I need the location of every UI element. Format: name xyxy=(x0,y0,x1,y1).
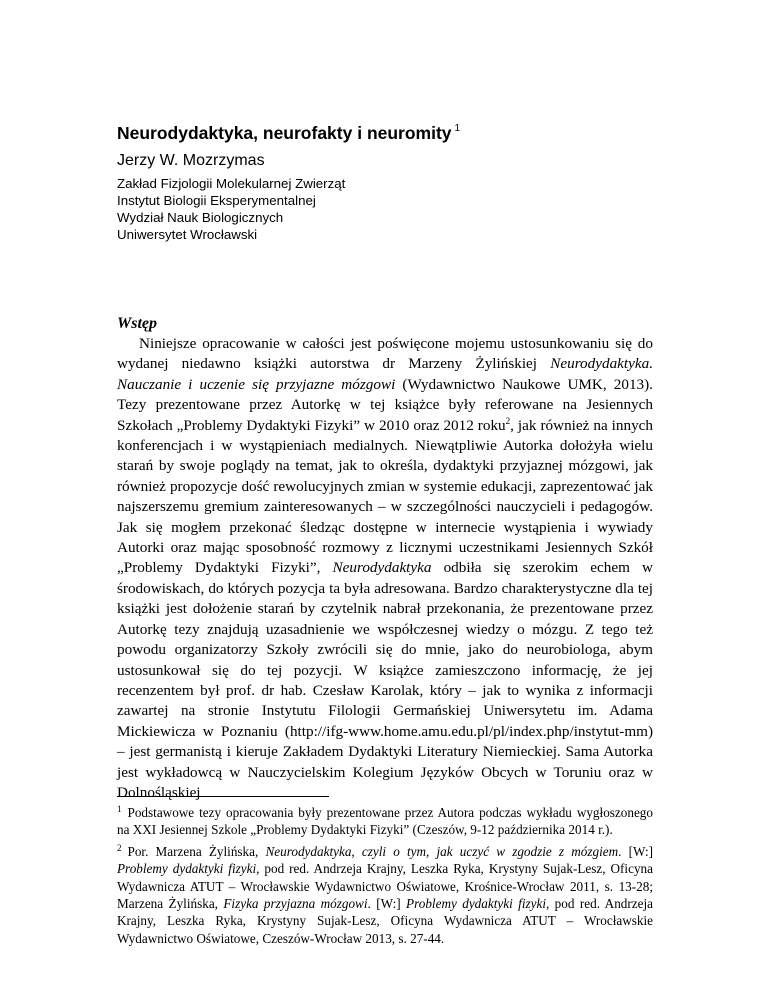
italic-text: Problemy dydaktyki fizyki xyxy=(406,896,546,912)
text-run: , jak również na innych konferencjach i w wystąpieniach medialnych. Niewątpliwie Autorka dołożyła wielu starań by swoje poglądy na temat, jak to określa, dydaktyki przyjaznej mózgowi, jak również propozycje dość rewolucyjnych zmian w systemie edukacji, zaprezentować jak najszerszemu gremium zainteresowanych – w szczególności nauczycieli i pedagogów. Jak się mogłem przekonać śledząc dostępne w internecie wystąpienia i wywiady Autorki oraz mając sposobność rozmowy z licznymi uczestnikami Jesiennych Szkół „Problemy Dydaktyki Fizyki”, xyxy=(117,416,653,577)
article-header xyxy=(117,118,677,243)
affiliation-line: Wydział Nauk Biologicznych xyxy=(117,210,284,225)
footnote-divider xyxy=(117,796,329,797)
text-run: Podstawowe tezy opracowania były prezentowane przez Autora podczas wykładu wygłoszonego na XXI Jesiennej Szkole „Problemy Dydaktyki Fizyki” (Czeszów, 9-12 października 2014 r.). xyxy=(117,805,653,838)
footnote-number: 2 xyxy=(117,842,122,853)
footnote xyxy=(117,840,653,947)
italic-text: Neurodydaktyka. Nauczanie i uczenie się przyjazne mózgowi xyxy=(117,355,653,393)
text-run: , pod red. Andrzeja Krajny, Leszka Ryka, Krystyny Sujak-Lesz, Oficyna Wydawnicza ATUT – Wrocławskie Wydawnictwo Oświatowe, Krośnice-Wrocław 2011, s. 13-28; Marzena Żylińska, xyxy=(117,861,653,912)
article-title xyxy=(117,118,677,144)
footnotes xyxy=(117,801,653,948)
affiliation-line: Zakład Fizjologii Molekularnej Zwierząt xyxy=(117,176,346,191)
affiliation-block xyxy=(117,175,677,243)
author-name: Jerzy W. Mozrzymas xyxy=(117,152,265,169)
text-run: . [W:] xyxy=(618,843,653,859)
italic-text: Problemy dydaktyki fizyki xyxy=(117,861,257,877)
footnote-reference: 2 xyxy=(505,415,511,426)
footnote-number: 1 xyxy=(117,804,122,814)
affiliation-line: Uniwersytet Wrocławski xyxy=(117,227,258,242)
text-run: . [W:] xyxy=(367,896,407,912)
section-introduction xyxy=(117,313,653,803)
text-run: odbiła się szerokim echem w środowiskach, do których pozycja ta była adresowana. Bardzo charakterystyczne dla tej książki jest dołożenie starań by czytelnik nabrał przekonania, że prezentowane przez Autorkę tezy znajdują uzasadnienie we współczesnej wiedzy o mózgu. Z tego też powodu organizatorzy Szkoły zwrócili się do mnie, jako do neurobiologa, abym ustosunkował się do tej pozycji. W książce zamieszczono informację, że jej recenzentem był prof. dr hab. Czesław Karolak, który – jak to wynika z informacji zawartej na stronie Instytutu Filologii Germańskiej Uniwersytetu im. Adama Mickiewicza w Poznaniu (http://ifg-www.home.amu.edu.pl/pl/index.php/instytut-mm) – jest germanistą i kieruje Zakładem Dydaktyki Literatury Niemieckiej. Sama Autorka jest wykładowcą w Nauczycielskim Kolegium Języków Obcych w Toruniu oraz w Dolnośląskiej xyxy=(117,559,653,801)
text-run: Por. Marzena Żylińska, xyxy=(127,843,266,859)
title-text: Neurodydaktyka, neurofakty i neuromity xyxy=(117,123,452,143)
footnote xyxy=(117,801,653,839)
text-run: (Wydawnictwo Naukowe UMK, 2013). Tezy prezentowane przez Autorkę w tej książce były referowane na Jesiennych Szkołach „Problemy Dydaktyki Fizyki” w 2010 oraz 2012 roku xyxy=(117,375,653,434)
italic-text: Neurodydaktyka xyxy=(332,559,432,577)
title-footnote-mark: 1 xyxy=(454,123,461,134)
section-heading: Wstęp xyxy=(117,315,157,332)
text-run: , pod red. Andrzeja Krajny, Leszka Ryka, Krystyny Sujak-Lesz, Oficyna Wydawnicza ATUT – Wrocławskie Wydawnictwo Oświatowe, Czeszów-Wrocław 2013, s. 27-44. xyxy=(117,896,654,946)
text-run: Niniejsze opracowanie w całości jest poświęcone mojemu ustosunkowaniu się do wydanej niedawno książki autorstwa dr Marzeny Żylińskiej xyxy=(117,335,653,373)
italic-text: Neurodydaktyka, czyli o tym, jak uczyć w zgodzie z mózgiem xyxy=(265,843,619,859)
affiliation-line: Instytut Biologii Eksperymentalnej xyxy=(117,193,316,208)
italic-text: Fizyka przyjazna mózgowi xyxy=(223,896,368,912)
body-paragraph xyxy=(117,334,653,803)
